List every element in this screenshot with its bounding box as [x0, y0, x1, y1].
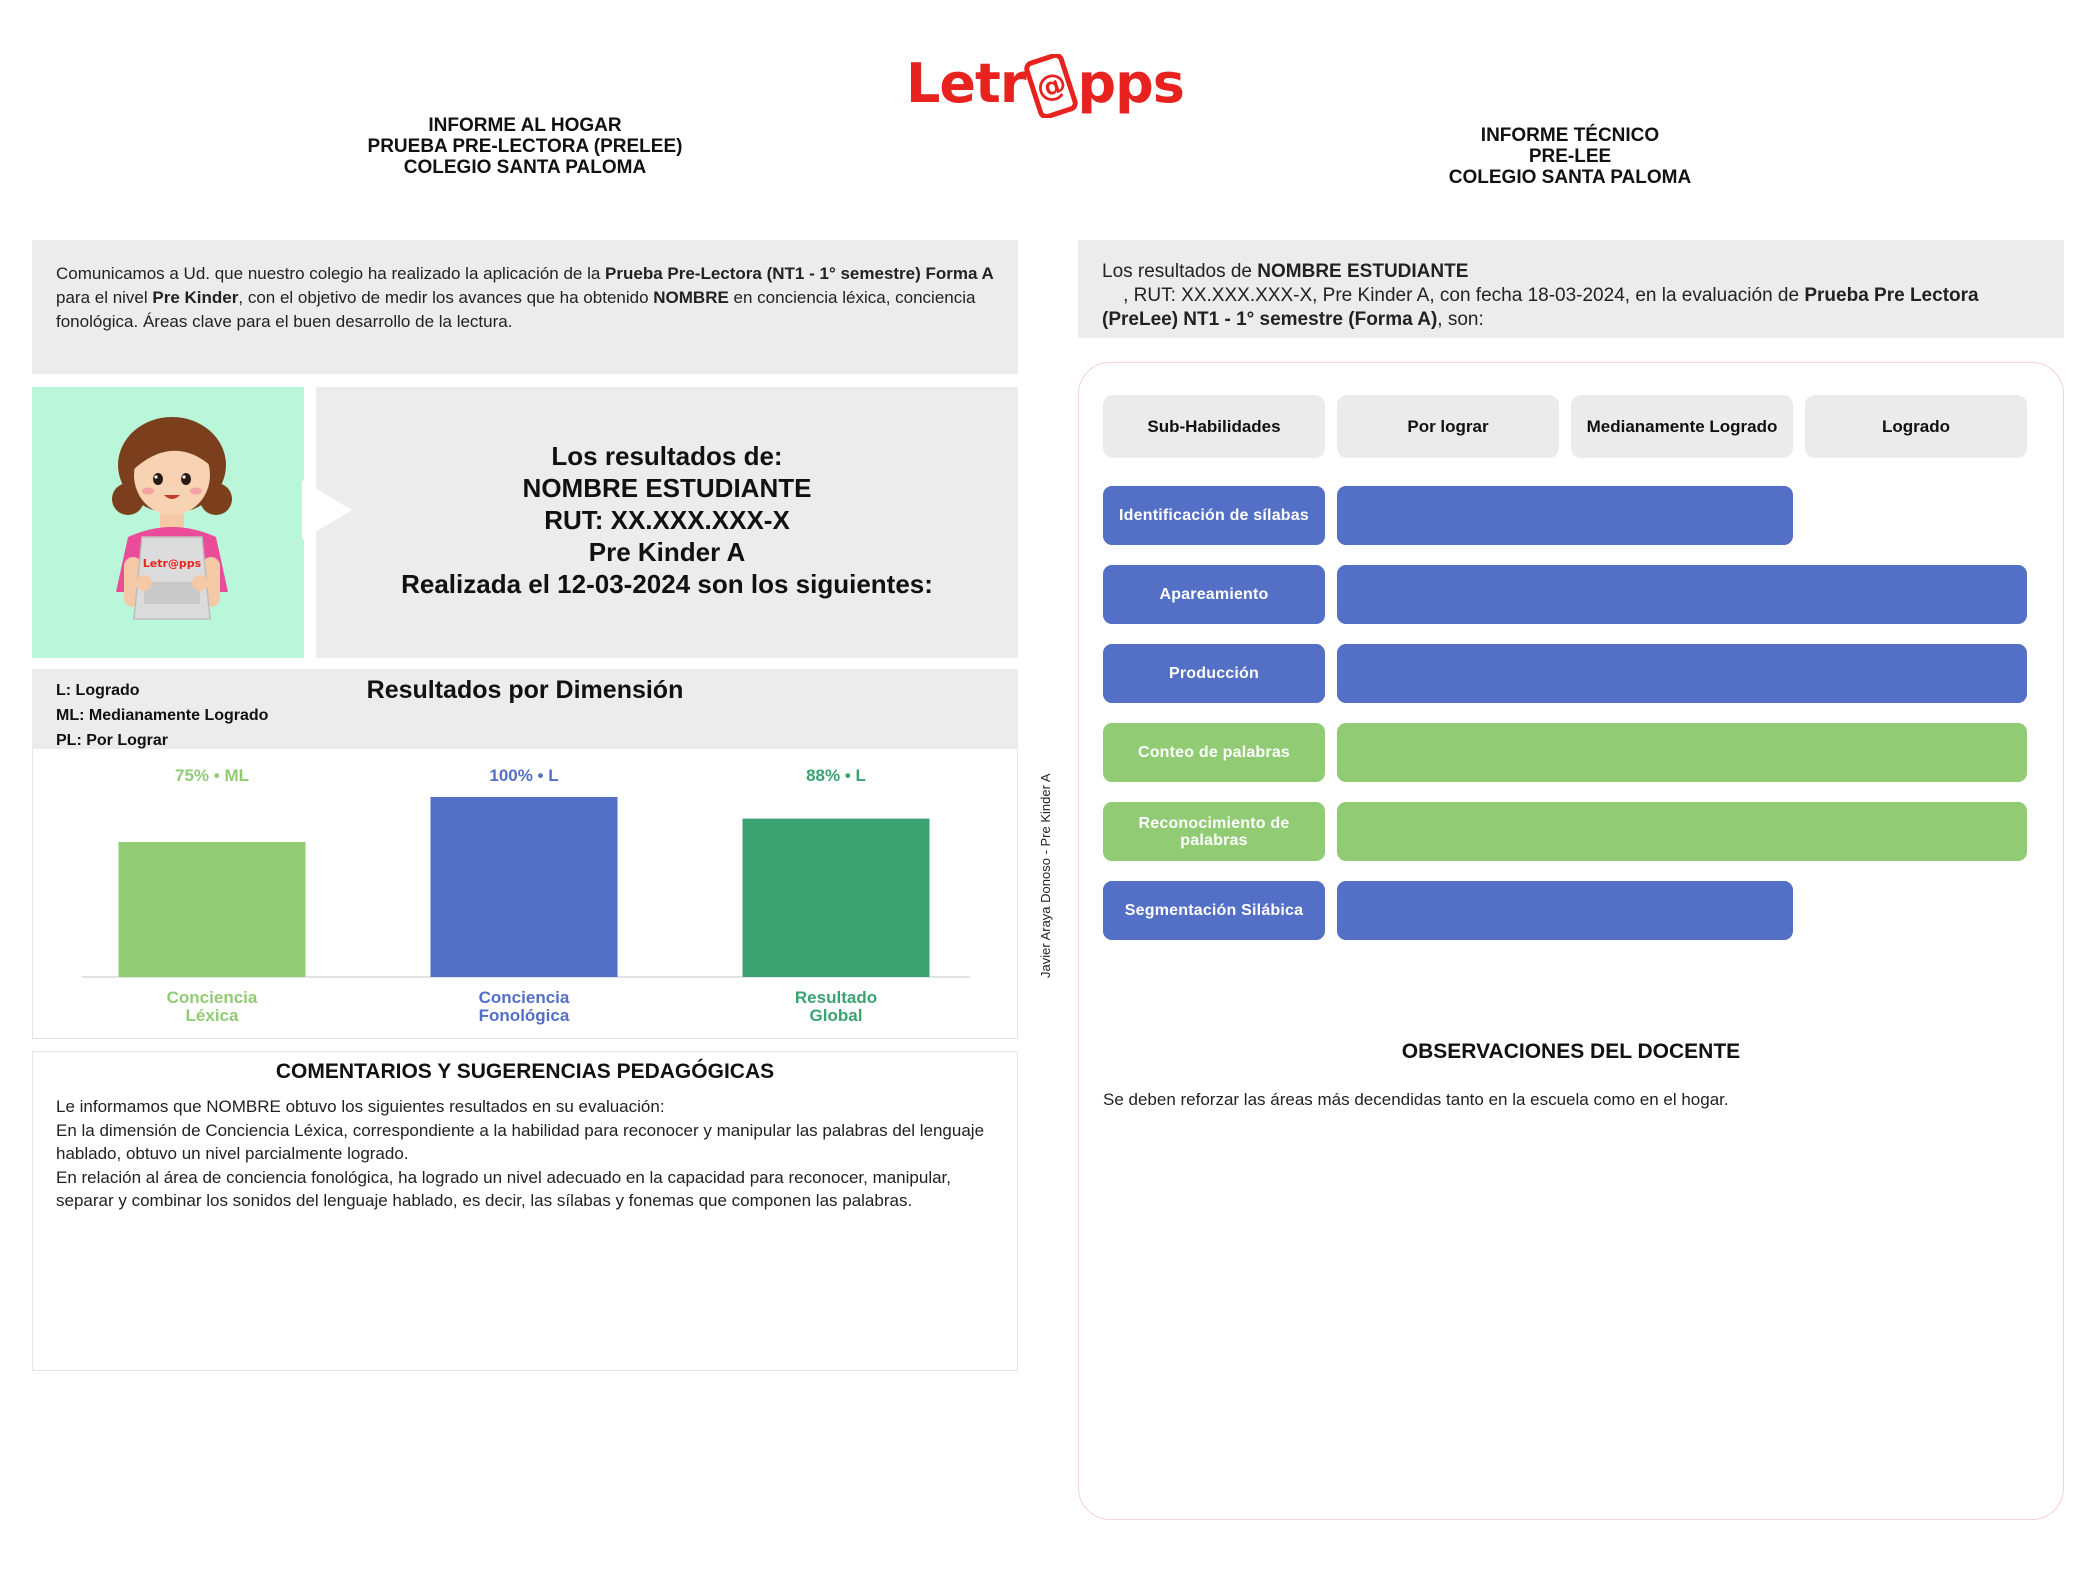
test-date: Realizada el 12-03-2024 son los siguientes: — [401, 569, 933, 599]
skill-level-bar — [1337, 723, 2027, 782]
chart-data-label: 75% • ML — [175, 766, 249, 785]
header-line: PRUEBA PRE-LECTORA (PRELEE) — [367, 136, 683, 157]
skill-label: Apareamiento — [1103, 565, 1325, 624]
header-line: INFORME AL HOGAR — [428, 115, 622, 136]
letrapps-logo — [906, 52, 1186, 142]
home-intro-paragraph — [32, 240, 1018, 374]
intro-student-name: NOMBRE ESTUDIANTE — [1257, 261, 1469, 282]
skill-label: Reconocimiento de palabras — [1103, 802, 1325, 861]
phone-at-icon — [1023, 54, 1079, 114]
chart-category-label: Léxica — [185, 1006, 239, 1025]
header-line: COLEGIO SANTA PALOMA — [1448, 167, 1692, 188]
header-line: PRE-LEE — [1528, 146, 1612, 167]
skill-label: Conteo de palabras — [1103, 723, 1325, 782]
student-avatar-panel — [32, 387, 304, 658]
intro-level: Pre Kinder — [152, 288, 239, 307]
skill-level-bar — [1337, 881, 1793, 940]
chart-category-label: Resultado — [794, 988, 878, 1007]
dimension-title: Resultados por Dimensión — [366, 676, 684, 704]
skill-level-bar — [1337, 802, 2027, 861]
chart-bar — [431, 797, 618, 977]
header-line: INFORME TÉCNICO — [1480, 125, 1660, 146]
comment-line: En relación al área de conciencia fonológica, ha logrado un nivel adecuado en la capacidad para reconocer, manipular, separar y combinar los sonidos del lenguaje hablado, es decir, las sílabas y fonemas que componen las palabras. — [56, 1167, 951, 1210]
chart-data-label: 100% • L — [489, 766, 559, 785]
comment-line: En la dimensión de Conciencia Léxica, correspondiente a la habilidad para reconocer y manipular las palabras del lenguaje hablado, obtuvo un nivel parcialmente logrado. — [56, 1120, 985, 1163]
skill-label: Segmentación Silábica — [1103, 881, 1325, 940]
student-results-text — [316, 440, 1018, 600]
chart-category-label: Global — [809, 1006, 863, 1025]
intro-student-name: NOMBRE — [653, 288, 729, 307]
chart-category-label: Conciencia — [478, 988, 570, 1007]
technical-report-header — [1350, 125, 1790, 188]
comments-body — [56, 1095, 996, 1213]
logo-text-post: pps — [1077, 52, 1184, 115]
skill-level-bar — [1337, 486, 1793, 545]
skill-label: Identificación de sílabas — [1103, 486, 1325, 545]
header-sub-skills: Sub-Habilidades — [1103, 395, 1325, 458]
legend-item: L: Logrado — [56, 682, 140, 699]
chart-bar — [743, 819, 930, 977]
student-rut: RUT: XX.XXX.XXX-X — [544, 505, 790, 535]
chart-data-label: 88% • L — [806, 766, 866, 785]
legend-item: PL: Por Lograr — [56, 732, 169, 749]
technical-intro-paragraph — [1078, 240, 2064, 338]
skill-label: Producción — [1103, 644, 1325, 703]
header-medianamente-logrado: Medianamente Logrado — [1571, 395, 1793, 458]
intro-text: en conciencia léxica, conciencia fonológica. Áreas clave para el buen desarrollo de la lectura. — [56, 288, 976, 331]
results-intro-line: Los resultados de: — [551, 441, 783, 471]
chart-bar — [119, 842, 306, 977]
girl-avatar-illustration — [32, 387, 304, 658]
home-report-header — [300, 115, 750, 178]
chart-category-label: Conciencia — [166, 988, 258, 1007]
skill-level-bar — [1337, 565, 2027, 624]
student-name: NOMBRE ESTUDIANTE — [522, 473, 812, 503]
intro-test-name: Prueba Pre-Lectora (NT1 - 1° semestre) Forma A — [605, 264, 994, 283]
skill-level-bar — [1337, 644, 2027, 703]
header-line: COLEGIO SANTA PALOMA — [403, 157, 647, 178]
header-por-lograr: Por lograr — [1337, 395, 1559, 458]
level-legend — [56, 678, 268, 753]
apron-logo-text: Letr@pps — [142, 557, 202, 570]
comments-title: COMENTARIOS Y SUGERENCIAS PEDAGÓGICAS — [275, 1060, 775, 1083]
student-class: Pre Kinder A — [588, 537, 746, 567]
teacher-class-vertical-label: Javier Araya Donoso - Pre Kinder A — [1038, 773, 1053, 978]
intro-text: , son: — [1437, 309, 1484, 330]
intro-text: Los resultados de — [1102, 261, 1258, 282]
dimension-bar-chart — [32, 752, 1018, 1042]
observations-title: OBSERVACIONES DEL DOCENTE — [1401, 1040, 1741, 1063]
logo-at-char: @ — [1032, 64, 1071, 108]
intro-text: , RUT: XX.XXX.XXX-X, Pre Kinder A, con fecha 18-03-2024, en la evaluación de — [1102, 285, 1805, 306]
intro-text: para el nivel — [56, 288, 153, 307]
intro-test-name: Prueba Pre Lectora (PreLee) NT1 - 1° semestre (Forma A) — [1102, 285, 1979, 330]
comment-line: Le informamos que NOMBRE obtuvo los siguientes resultados en su evaluación: — [56, 1097, 665, 1116]
logo-text-pre: Letr — [906, 52, 1026, 115]
legend-item: ML: Medianamente Logrado — [56, 707, 269, 724]
observations-text: Se deben reforzar las áreas más decendidas tanto en la escuela como en el hogar. — [1103, 1090, 1729, 1109]
header-logrado: Logrado — [1805, 395, 2027, 458]
intro-text: , con el objetivo de medir los avances que ha obtenido — [238, 288, 654, 307]
chart-category-label: Fonológica — [478, 1006, 570, 1025]
intro-text: Comunicamos a Ud. que nuestro colegio ha realizado la aplicación de la — [56, 264, 606, 283]
